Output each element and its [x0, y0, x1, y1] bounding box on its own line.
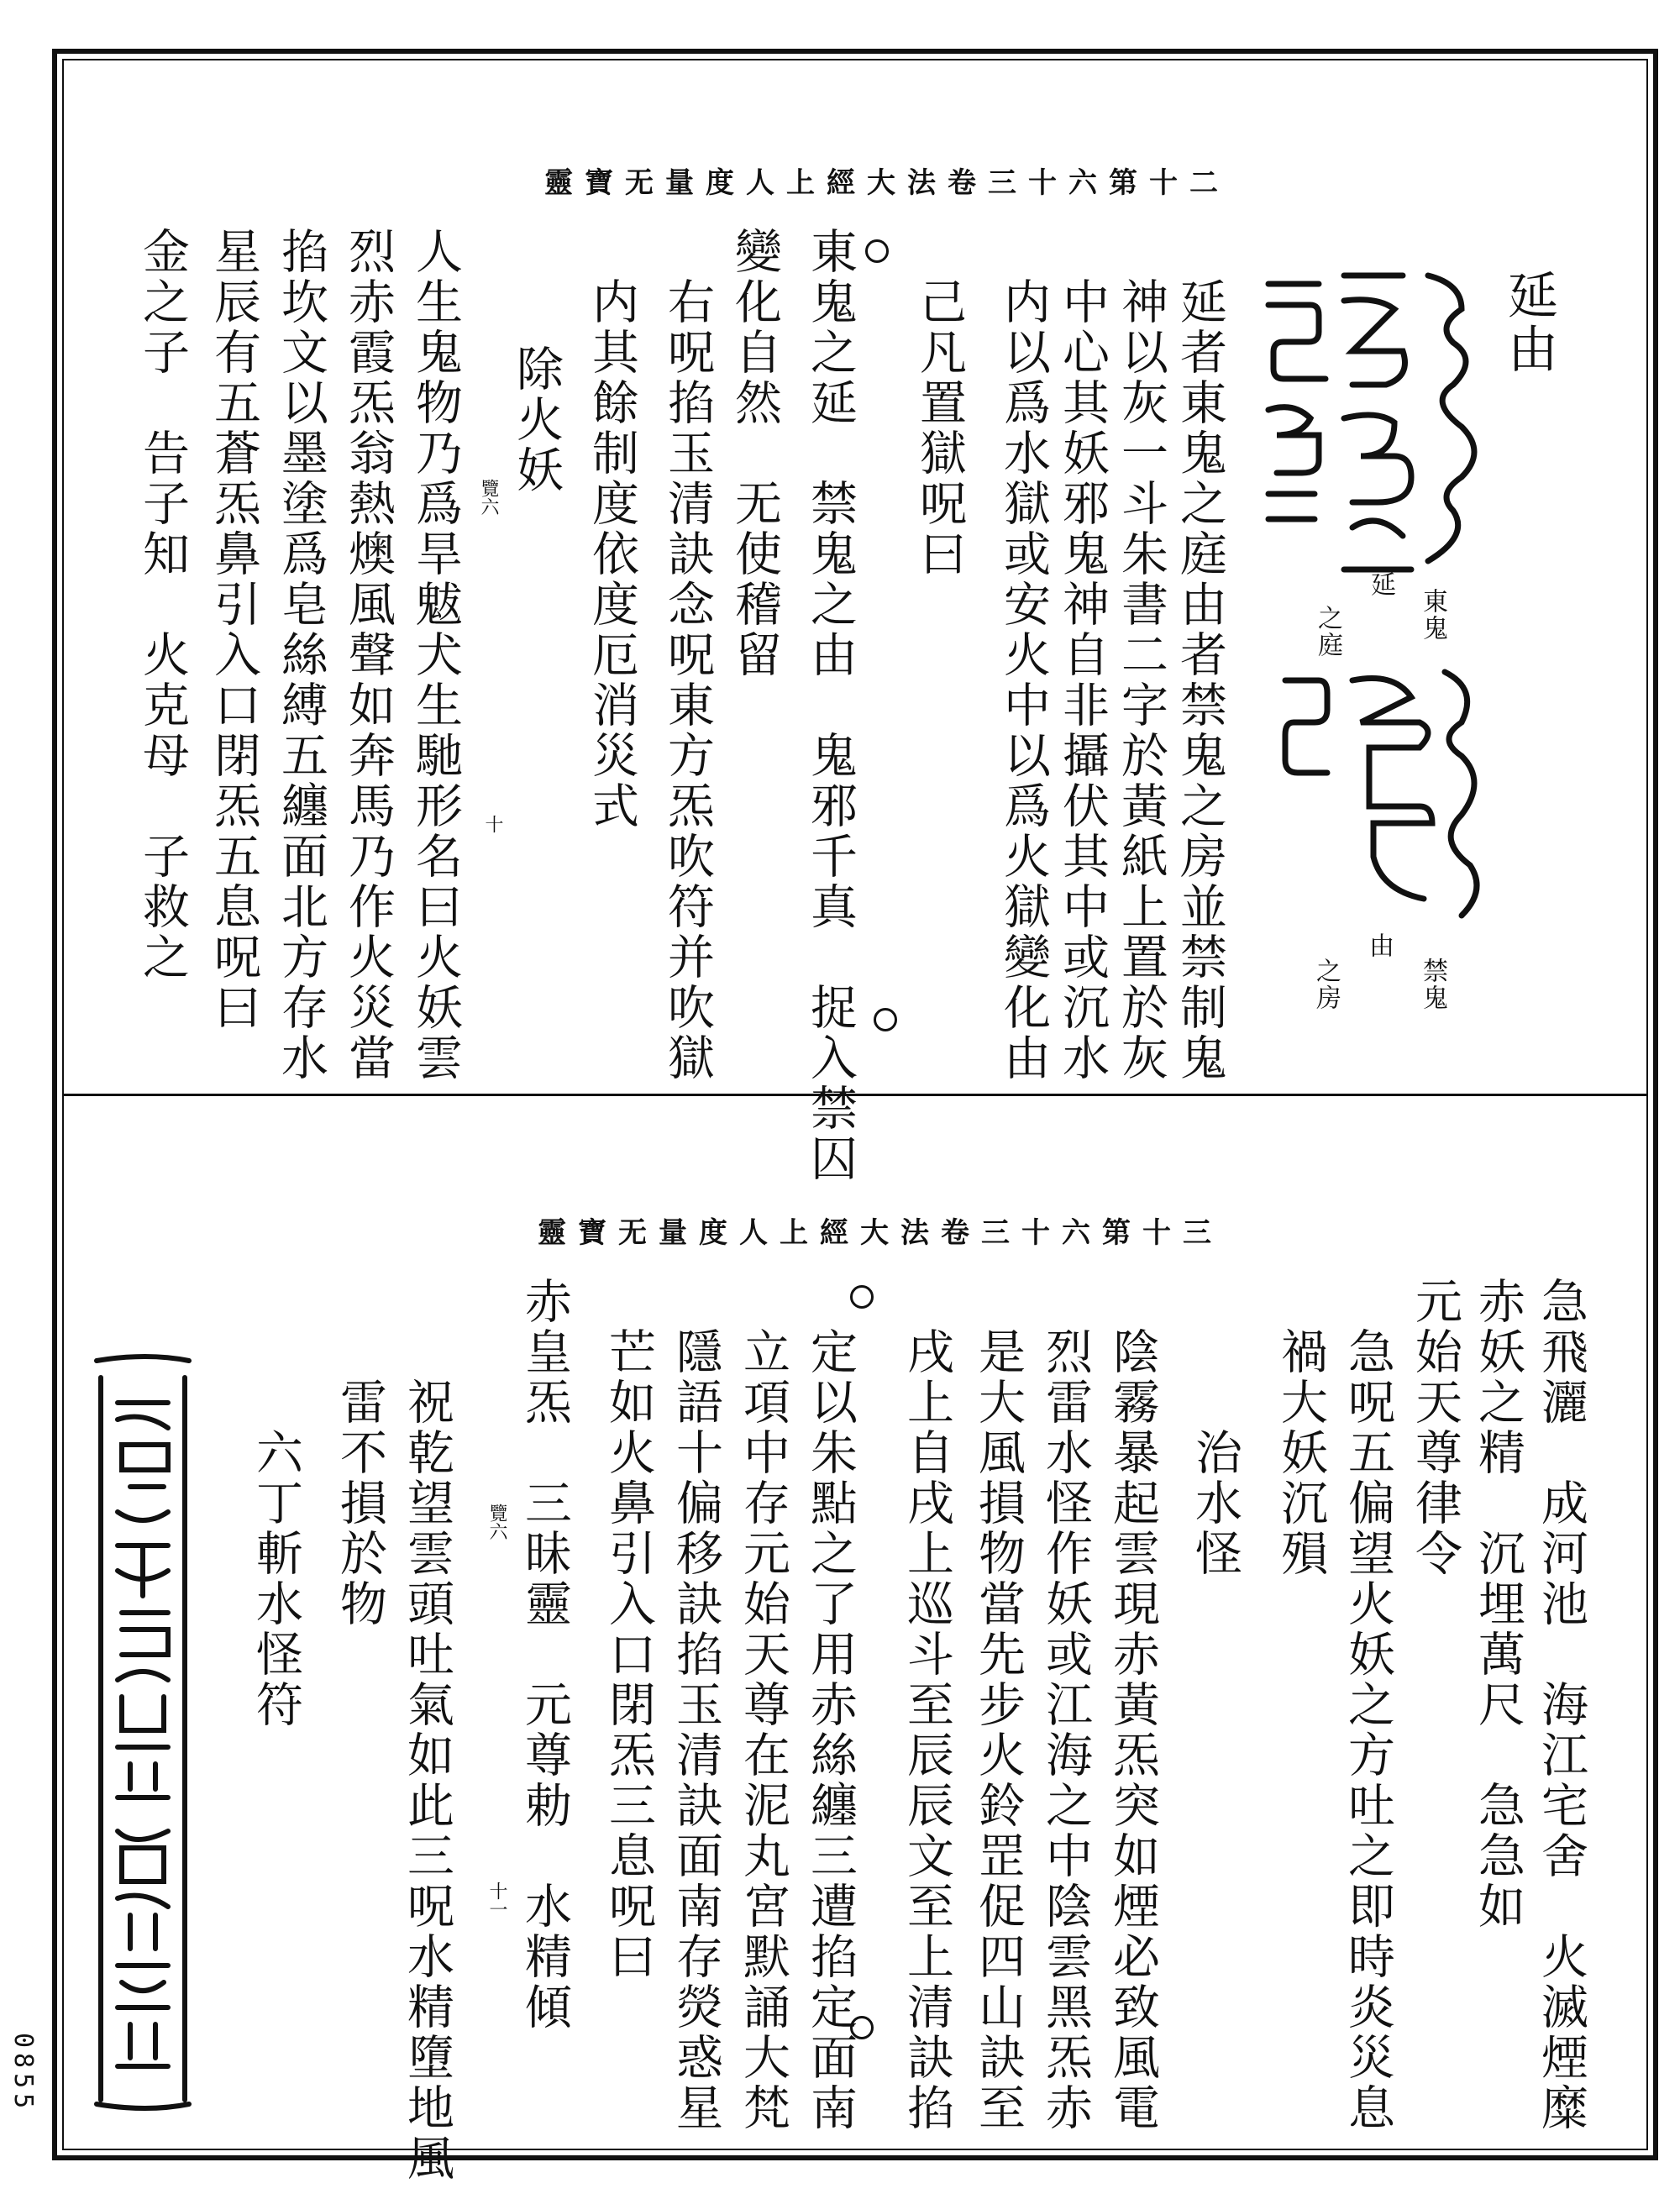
talisman-label-zhiting: 之庭 [1313, 605, 1342, 659]
talisman-label-you: 由 [1364, 932, 1394, 959]
top-col-6: 東鬼之延 禁鬼之由 鬼邪千真 捉入禁囚 [803, 227, 858, 1184]
top-col-15: 金之子 告子知 火克母 子救之 [135, 227, 190, 983]
seal-talisman-icon [80, 1344, 206, 2117]
top-col-3: 中心其妖邪鬼神自非攝伏其中或沉水 [1055, 277, 1110, 1084]
bottom-col-14: 芒如火鼻引入口閉炁三息呪曰 [601, 1327, 656, 1982]
top-col-5: 己凡置獄呪曰 [912, 277, 967, 580]
top-col-2: 神以灰一斗朱書二字於黃紙上置於灰 [1114, 277, 1168, 1084]
bottom-col-6: 治水怪 [1188, 1428, 1242, 1579]
top-col-12: 烈赤霞炁翁熱燠風聲如奔馬乃作火災當 [341, 227, 396, 1084]
bottom-col-11: 定以朱點之了用赤絲纏三遭掐定面南 [803, 1327, 858, 2133]
bottom-col-9: 是大風損物當先步火鈴罡促四山訣至 [971, 1327, 1026, 2133]
top-col-10: 除火妖 [509, 344, 564, 496]
talisman-label-yan: 延 [1366, 571, 1395, 598]
top-col-1: 延者東鬼之庭由者禁鬼之房並禁制鬼 [1173, 277, 1227, 1084]
circle-mark [874, 1008, 897, 1031]
bottom-col-3: 元始天尊律令 [1408, 1277, 1462, 1579]
talisman-you-icon [1268, 655, 1504, 932]
circle-mark [850, 1285, 874, 1309]
bottom-note-2: 十一 [486, 1881, 507, 1918]
bottom-col-1: 急飛灑 成河池 海江宅舍 火滅煙糜 [1534, 1277, 1588, 2133]
bottom-col-17: 雷不損於物 [333, 1378, 387, 1630]
talisman-yan-icon [1252, 267, 1487, 620]
circle-mark [865, 239, 889, 263]
bottom-col-18: 六丁斬水怪符 [249, 1428, 303, 1730]
bottom-col-5: 禍大妖沉殞 [1273, 1327, 1328, 1579]
bottom-header: 靈寶无量度人上經大法卷三十六第十三 [538, 1216, 1223, 1250]
talisman-label-jingui: 禁鬼 [1418, 958, 1447, 1011]
top-col-11: 人生鬼物乃爲旱魃犬生馳形名曰火妖雲 [408, 227, 463, 1084]
top-note-2: 十 [482, 815, 503, 833]
bottom-col-12: 立項中存元始天尊在泥丸宮默誦大梵 [736, 1327, 790, 2133]
bottom-note-1: 覽六 [486, 1504, 507, 1540]
top-note-1: 覽六 [478, 479, 499, 516]
top-col-14: 星辰有五蒼炁鼻引入口閉炁五息呪曰 [207, 227, 261, 1033]
bottom-col-4: 急呪五偏望火妖之方吐之即時炎災息 [1341, 1327, 1395, 2133]
top-col-9: 内其餘制度依度厄消災式 [585, 277, 639, 832]
talisman-label-dongui: 東鬼 [1418, 588, 1447, 642]
top-col-4: 内以爲水獄或安火中以爲火獄變化由 [996, 277, 1051, 1084]
top-header: 靈寶无量度人上經大法卷三十六第十二 [544, 166, 1230, 200]
bottom-col-8: 烈雷水怪作妖或江海之中陰雲黑炁赤 [1038, 1327, 1093, 2133]
top-col-7: 變化自然 无使稽留 [727, 227, 782, 680]
bottom-col-7: 陰霧暴起雲現赤黃炁突如煙必致風電 [1105, 1327, 1160, 2133]
talisman-label-zhifang: 之房 [1311, 958, 1341, 1011]
top-title: 延由 [1499, 269, 1558, 376]
bottom-col-15: 赤皇炁 三昧靈 元尊勅 水精傾 [517, 1277, 572, 2033]
page-number: 0855 [8, 2033, 38, 2114]
top-col-8: 右呪掐玉清訣念呪東方炁吹符并吹獄 [660, 277, 715, 1084]
top-col-13: 掐坎文以墨塗爲皂絲縛五纏面北方存水 [274, 227, 328, 1084]
bottom-col-13: 隱語十偏移訣掐玉清訣面南存熒惑星 [669, 1327, 723, 2133]
bottom-col-16: 祝乾望雲頭吐氣如此三呪水精墮地風 [400, 1378, 454, 2184]
bottom-col-10: 戌上自戌上巡斗至辰辰文至上清訣掐 [900, 1327, 954, 2133]
bottom-col-2: 赤妖之精 沉埋萬尺 急急如 [1471, 1277, 1525, 1932]
